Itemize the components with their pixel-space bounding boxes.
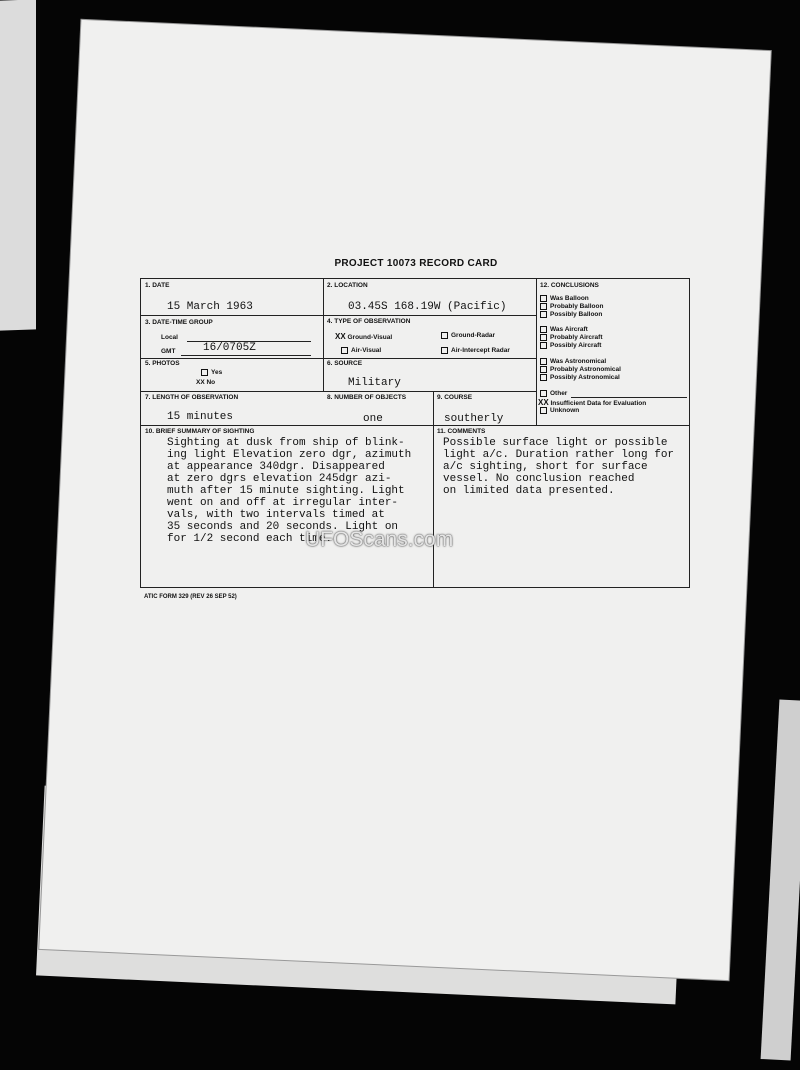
summary-line: vals, with two intervals timed at [167, 509, 385, 521]
comments-line: Possible surface light or possible [443, 437, 668, 449]
conclusion-probably-aircraft: Probably Aircraft [540, 334, 603, 341]
observation-air-intercept: Air-Intercept Radar [441, 347, 510, 354]
comments-label: 11. COMMENTS [437, 428, 486, 435]
dtg-gmt-label: GMT [161, 348, 176, 355]
observation-ground-radar: Ground-Radar [441, 332, 495, 339]
watermark: UFOScans.com [305, 528, 454, 551]
observation-air-visual: Air-Visual [341, 347, 381, 354]
divider [323, 279, 324, 391]
conclusion-was-balloon: Was Balloon [540, 295, 589, 302]
date-value: 15 March 1963 [167, 301, 253, 313]
length-label: 7. LENGTH OF OBSERVATION [145, 394, 239, 401]
summary-line: for 1/2 second each time. [167, 533, 333, 545]
comments-line: a/c sighting, short for surface [443, 461, 648, 473]
conclusion-possibly-aircraft: Possibly Aircraft [540, 342, 601, 349]
comments-line: vessel. No conclusion reached [443, 473, 635, 485]
course-label: 9. COURSE [437, 394, 473, 401]
adjacent-page-edge-right [761, 699, 800, 1060]
course-value: southerly [444, 413, 504, 425]
objects-value: one [363, 413, 383, 425]
conclusion-possibly-astronomical: Possibly Astronomical [540, 374, 620, 381]
summary-line: ing light Elevation zero dgr, azimuth [167, 449, 412, 461]
divider [141, 391, 536, 392]
length-value: 15 minutes [167, 411, 234, 423]
conclusion-probably-astronomical: Probably Astronomical [540, 366, 621, 373]
photos-yes: Yes [201, 369, 222, 376]
divider [141, 425, 433, 426]
summary-line: Sighting at dusk from ship of blink- [167, 437, 405, 449]
card-title: PROJECT 10073 RECORD CARD [334, 258, 498, 269]
dtg-label: 3. DATE-TIME GROUP [145, 319, 213, 326]
date-label: 1. DATE [145, 282, 170, 289]
observation-label: 4. TYPE OF OBSERVATION [327, 318, 411, 325]
form-number: ATIC FORM 329 (REV 26 SEP 52) [144, 594, 237, 600]
summary-line: muth after 15 minute sighting. Light [167, 485, 405, 497]
conclusion-other: Other [540, 390, 567, 397]
photos-label: 5. PHOTOS [145, 360, 180, 367]
divider [536, 279, 537, 425]
source-label: 6. SOURCE [327, 360, 363, 367]
comments-line: light a/c. Duration rather long for [443, 449, 675, 461]
conclusion-possibly-balloon: Possibly Balloon [540, 311, 602, 318]
observation-ground-visual: XX Ground-Visual [335, 332, 393, 341]
conclusion-was-aircraft: Was Aircraft [540, 326, 588, 333]
conclusion-was-astronomical: Was Astronomical [540, 358, 606, 365]
summary-line: at zero dgrs elevation 245dgr azi- [167, 473, 392, 485]
photos-no: XX No [196, 379, 216, 386]
conclusion-probably-balloon: Probably Balloon [540, 303, 603, 310]
comments-line: on limited data presented. [443, 485, 615, 497]
divider [433, 425, 689, 426]
conclusions-label: 12. CONCLUSIONS [540, 282, 599, 289]
divider [141, 358, 536, 359]
conclusion-insufficient-data: XX Insufficient Data for Evaluation [538, 398, 647, 407]
location-label: 2. LOCATION [327, 282, 368, 289]
location-value: 03.45S 168.19W (Pacific) [348, 301, 507, 313]
divider [433, 391, 434, 587]
dtg-local-label: Local [161, 334, 178, 341]
adjacent-page-edge [0, 0, 36, 331]
dtg-gmt-value: 16/0705Z [203, 342, 256, 354]
divider [141, 315, 536, 316]
summary-line: went on and off at irregular inter- [167, 497, 399, 509]
summary-line: at appearance 340dgr. Disappeared [167, 461, 385, 473]
source-value: Military [348, 377, 401, 389]
dtg-gmt-line [181, 355, 311, 356]
conclusion-unknown: Unknown [540, 407, 579, 414]
summary-label: 10. BRIEF SUMMARY OF SIGHTING [145, 428, 255, 435]
summary-line: 35 seconds and 20 seconds. Light on [167, 521, 399, 533]
objects-label: 8. NUMBER OF OBJECTS [327, 394, 407, 401]
